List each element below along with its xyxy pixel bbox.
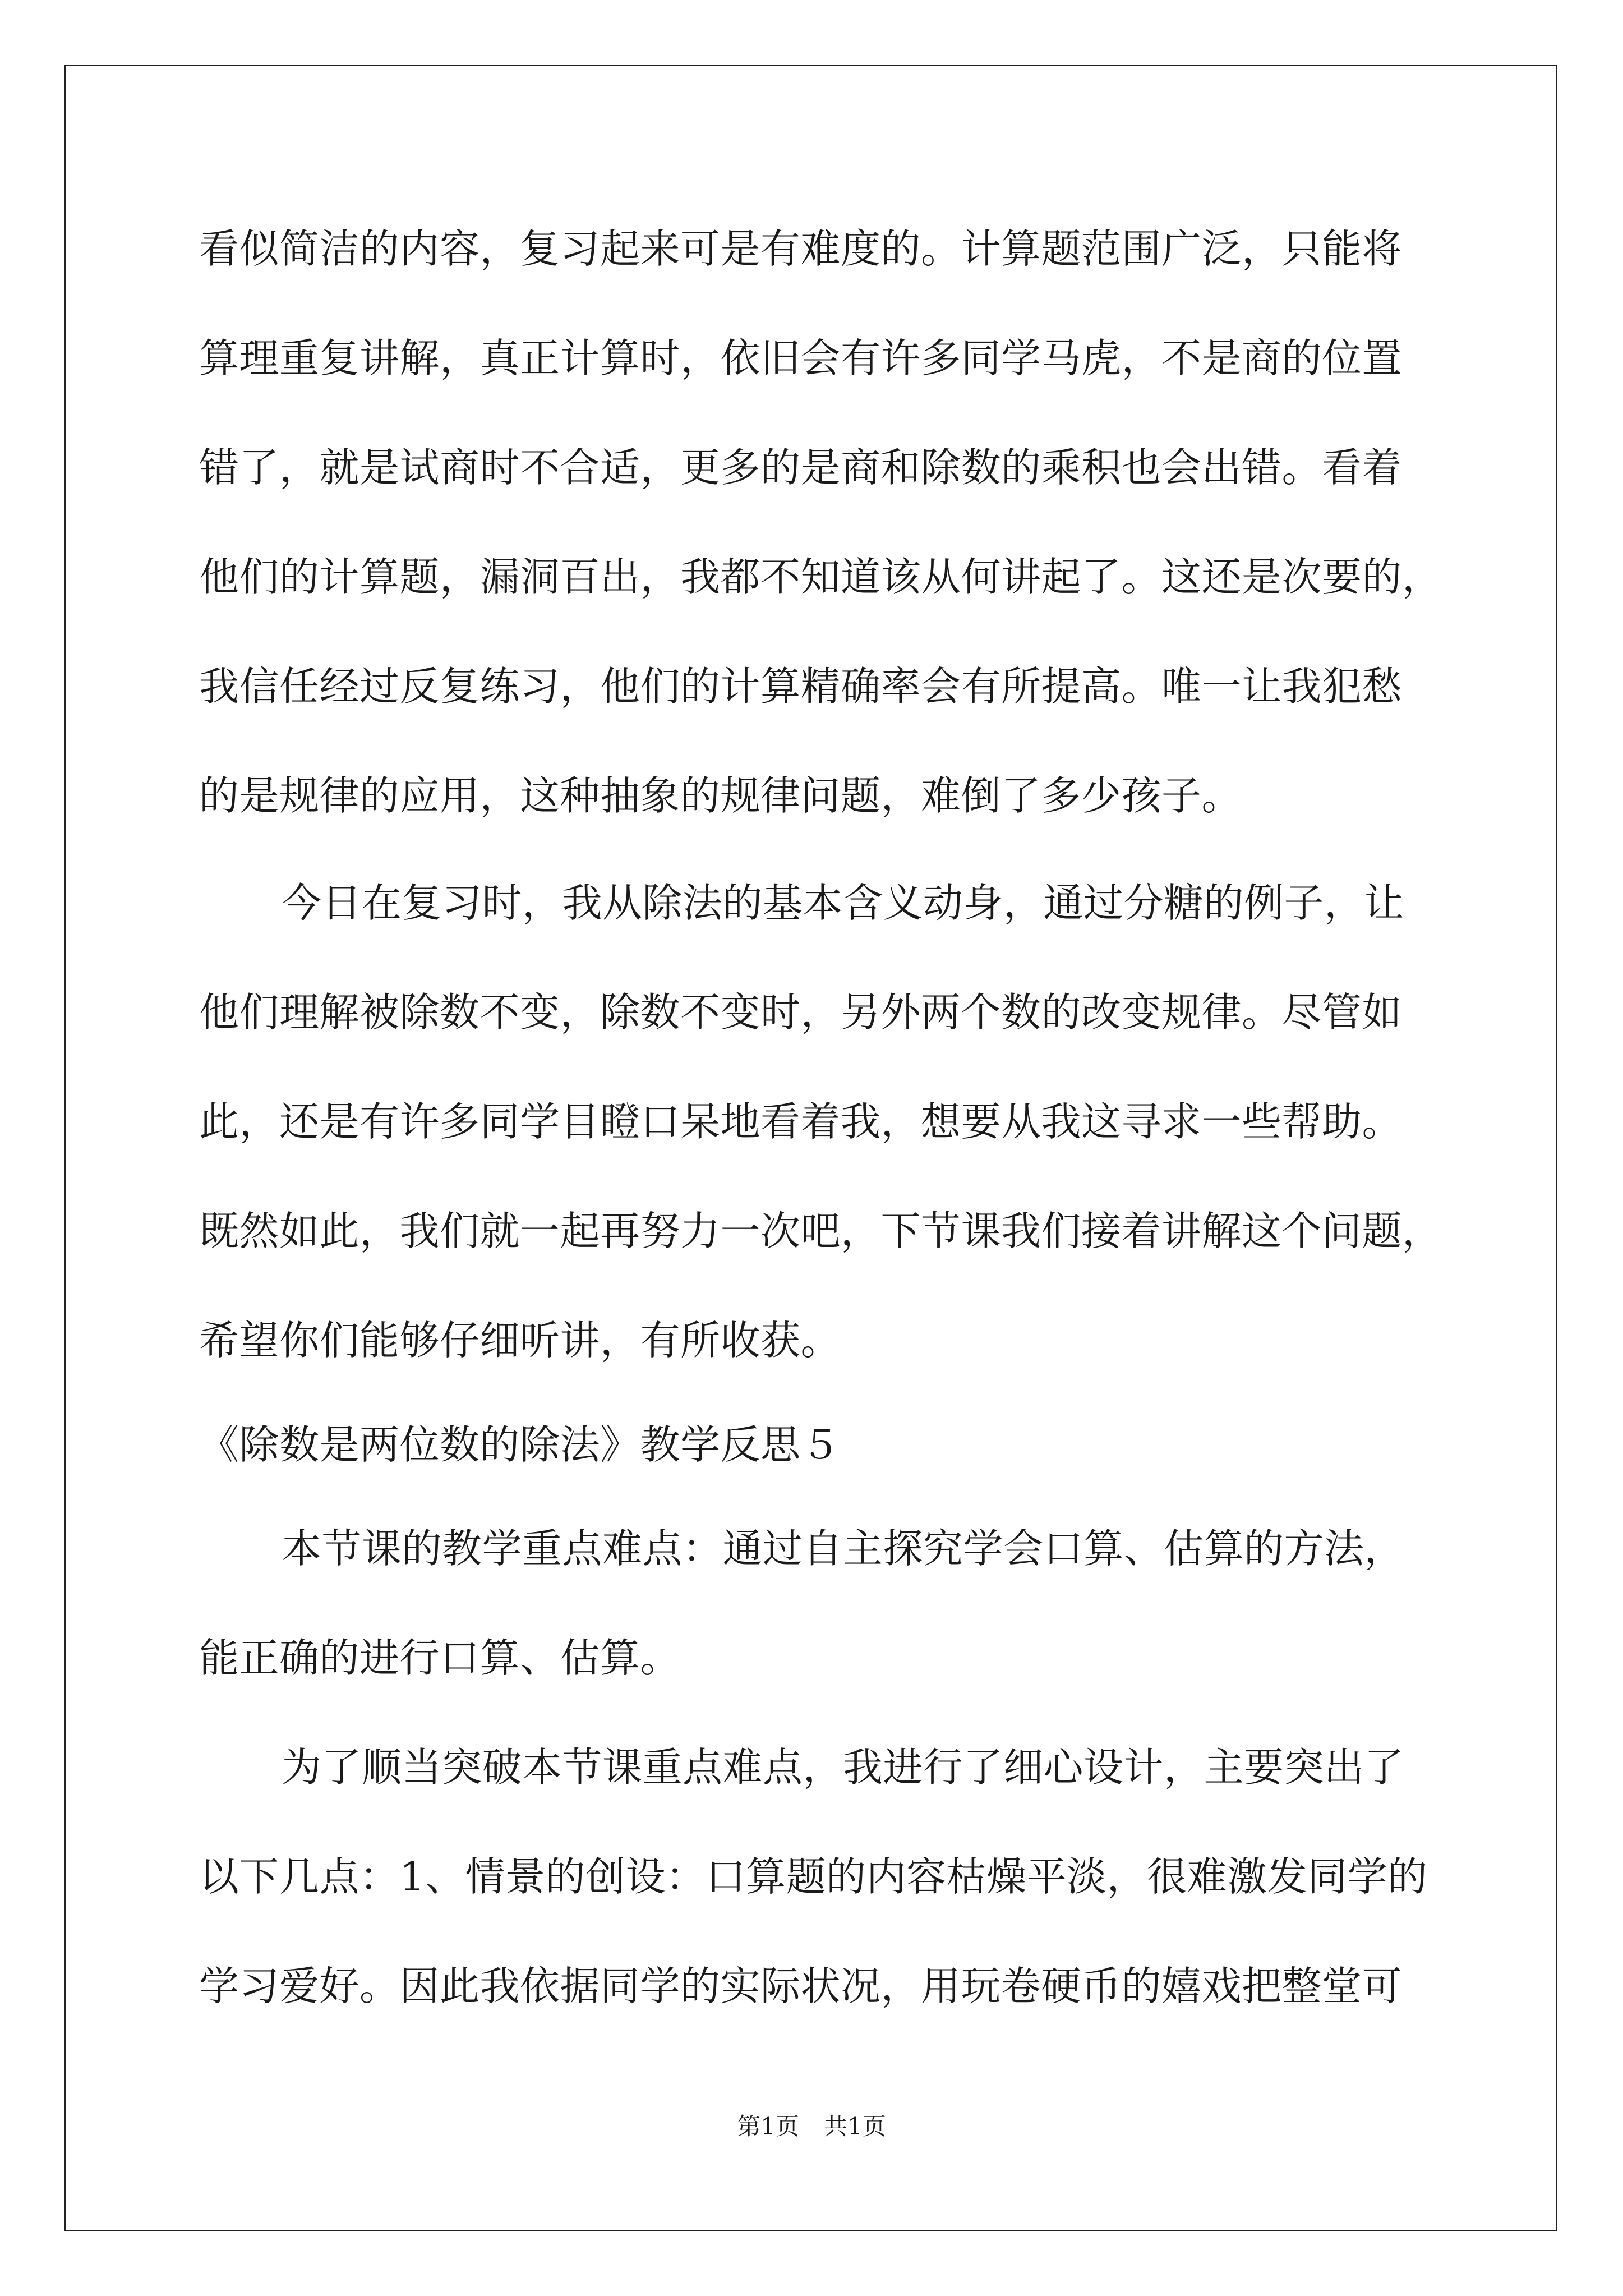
paragraph-line: 看似简洁的内容，复习起来可是有难度的。计算题范围广泛，只能将 xyxy=(199,226,1403,272)
paragraph-line: 的是规律的应用，这种抽象的规律问题，难倒了多少孩子。 xyxy=(199,772,1242,819)
paragraph-line: 今日在复习时，我从除法的基本含义动身，通过分糖的例子，让 xyxy=(282,880,1405,926)
paragraph-line: 以下几点：1、情景的创设：口算题的内容枯燥平淡，很难激发同学的 xyxy=(199,1853,1428,1900)
paragraph-line: 他们的计算题，漏洞百出，我都不知道该从何讲起了。这还是次要的， xyxy=(199,554,1442,600)
paragraph-line: 为了顺当突破本节课重点难点，我进行了细心设计，主要突出了 xyxy=(282,1744,1405,1791)
paragraph-line: 此，还是有许多同学目瞪口呆地看着我，想要从我这寻求一些帮助。 xyxy=(199,1098,1403,1145)
paragraph-line: 他们理解被除数不变，除数不变时，另外两个数的改变规律。尽管如 xyxy=(199,989,1403,1036)
page-footer xyxy=(0,2115,1623,2138)
section-heading: 《除数是两位数的除法》教学反思５ xyxy=(199,1421,841,1468)
page-number: 第1页 xyxy=(737,2113,799,2140)
paragraph-line: 本节课的教学重点难点：通过自主探究学会口算、估算的方法， xyxy=(282,1525,1405,1572)
paragraph-line: 错了，就是试商时不合适，更多的是商和除数的乘积也会出错。看着 xyxy=(199,444,1403,491)
paragraph-line: 能正确的进行口算、估算。 xyxy=(199,1635,681,1681)
page-total: 共1页 xyxy=(824,2113,886,2140)
paragraph-line: 我信任经过反复练习，他们的计算精确率会有所提高。唯一让我犯愁 xyxy=(199,663,1403,710)
paragraph-line: 学习爱好。因此我依据同学的实际状况，用玩卷硬币的嬉戏把整堂可 xyxy=(199,1963,1403,2009)
paragraph-line: 算理重复讲解，真正计算时，依旧会有许多同学马虎，不是商的位置 xyxy=(199,335,1403,381)
paragraph-line: 希望你们能够仔细听讲，有所收获。 xyxy=(199,1317,841,1364)
paragraph-line: 既然如此，我们就一起再努力一次吧，下节课我们接着讲解这个问题， xyxy=(199,1208,1442,1254)
page-border xyxy=(64,65,1557,2231)
